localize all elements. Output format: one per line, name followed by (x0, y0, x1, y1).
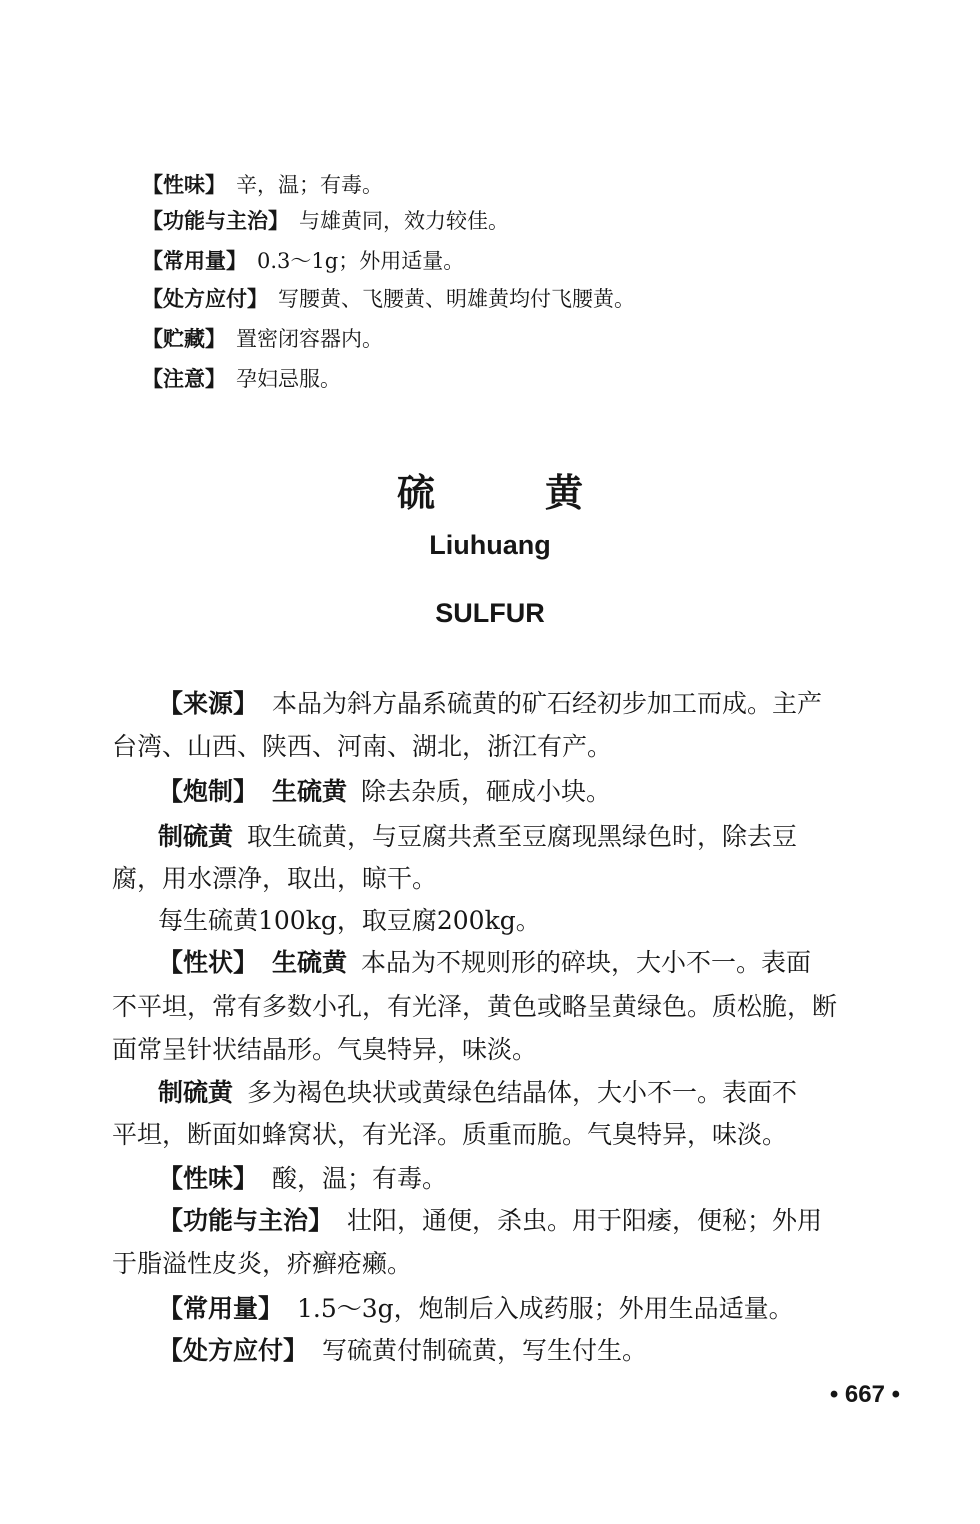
dosage-line: 【常用量】 1.5～3g，炮制后入成药服；外用生品适量。 (158, 1294, 794, 1323)
characters-line-2: 不平坦，常有多数小孔，有光泽，黄色或略呈黄绿色。质松脆，断 (112, 992, 838, 1021)
characters-line-4: 制硫黄 多为褐色块状或黄绿色结晶体，大小不一。表面不 (158, 1078, 798, 1107)
prev-nature-line: 【性味】 辛，温；有毒。 (142, 173, 383, 197)
function-line-2: 于脂溢性皮炎，疥癣疮癞。 (112, 1249, 413, 1278)
prev-dosage-line: 【常用量】 0.3～1g；外用适量。 (142, 249, 465, 273)
entry-title-chinese: 硫黄 (396, 471, 693, 515)
prev-caution-line: 【注意】 孕妇忌服。 (142, 367, 341, 391)
entry-title-latin: SULFUR (435, 598, 545, 628)
source-line-1: 【来源】 本品为斜方晶系硫黄的矿石经初步加工而成。主产 (158, 689, 823, 718)
characters-line-1: 【性状】 生硫黄 本品为不规则形的碎块，大小不一。表面 (158, 948, 812, 977)
processing-line-2: 制硫黄 取生硫黄，与豆腐共煮至豆腐现黑绿色时，除去豆 (158, 822, 798, 851)
processing-ratio: 每生硫黄100kg，取豆腐200kg。 (158, 906, 541, 935)
page-number: • 667 • (829, 1381, 900, 1408)
processing-line-3: 腐，用水漂净，取出，晾干。 (112, 864, 438, 893)
nature-line: 【性味】 酸，温；有毒。 (158, 1164, 448, 1193)
characters-line-3: 面常呈针状结晶形。气臭特异，味淡。 (112, 1035, 538, 1064)
prev-storage-line: 【贮藏】 置密闭容器内。 (142, 327, 383, 351)
function-line-1: 【功能与主治】 壮阳，通便，杀虫。用于阳痿，便秘；外用 (158, 1206, 823, 1235)
entry-title-pinyin: Liuhuang (429, 530, 551, 560)
prev-function-line: 【功能与主治】 与雄黄同，效力较佳。 (142, 209, 509, 233)
source-line-2: 台湾、山西、陕西、河南、湖北，浙江有产。 (112, 732, 613, 761)
prev-prescription-line: 【处方应付】 写腰黄、飞腰黄、明雄黄均付飞腰黄。 (142, 287, 635, 311)
prescription-line: 【处方应付】 写硫黄付制硫黄，写生付生。 (158, 1336, 648, 1365)
characters-line-5: 平坦，断面如蜂窝状，有光泽。质重而脆。气臭特异，味淡。 (112, 1120, 788, 1149)
processing-line-1: 【炮制】 生硫黄 除去杂质，砸成小块。 (158, 777, 612, 806)
